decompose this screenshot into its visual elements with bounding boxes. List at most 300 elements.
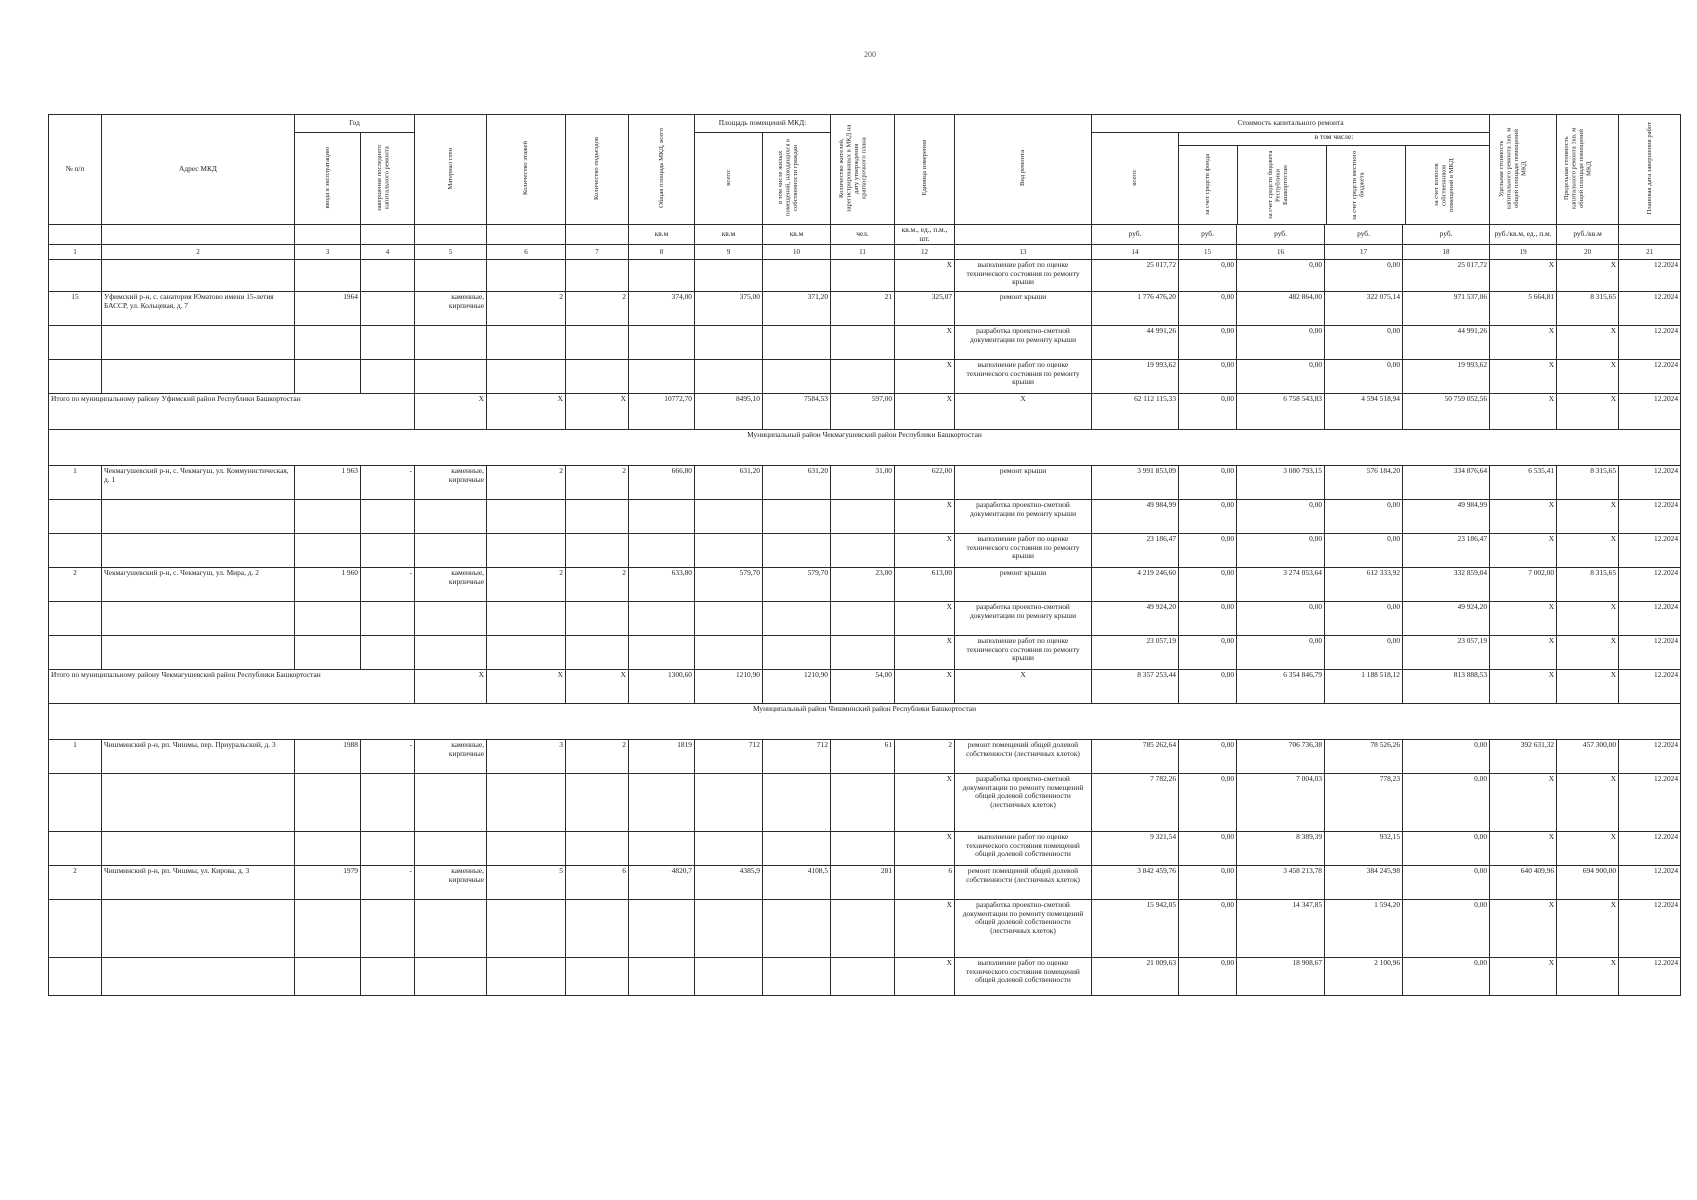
total-label: Итого по муниципальному району Чекмагушевский район Республики Башкортостан xyxy=(49,670,415,704)
cell-limit-cost: 694 900,00 xyxy=(1557,866,1619,900)
cell-empty xyxy=(415,326,487,360)
cell-repair-type: X xyxy=(955,394,1092,430)
col-fund: за счет средств фонда xyxy=(1179,146,1238,224)
cell-local: 0,00 xyxy=(1325,500,1403,534)
unit-people: чел. xyxy=(831,225,895,245)
cell-empty xyxy=(487,534,566,568)
cell-empty xyxy=(763,260,831,292)
cell-area-owned: 1210,90 xyxy=(763,670,831,704)
cell-residents: 23,00 xyxy=(831,568,895,602)
cell-repair-type: разработка проектно-сметной документации по ремонту крыши xyxy=(955,602,1092,636)
cell-owners: 0,00 xyxy=(1403,832,1490,866)
column-number: 4 xyxy=(361,245,415,260)
cell-unit: X xyxy=(895,500,955,534)
capital-repair-table xyxy=(48,114,1681,996)
cell-empty xyxy=(415,636,487,670)
cell-empty xyxy=(566,534,629,568)
building-row xyxy=(49,866,1681,900)
cell-owners: 971 537,06 xyxy=(1403,292,1490,326)
section-title: Муниципальный район Чишминский район Республики Башкортостан xyxy=(49,704,1681,740)
cell-unit: X xyxy=(895,958,955,996)
cell-empty xyxy=(487,500,566,534)
cell-repair-type: разработка проектно-сметной документации по ремонту крыши xyxy=(955,500,1092,534)
cell-cost-total: 25 017,72 xyxy=(1092,260,1179,292)
cell-local: 0,00 xyxy=(1325,534,1403,568)
cell-unit: X xyxy=(895,602,955,636)
cell-republic: 8 389,39 xyxy=(1237,832,1325,866)
cell-deadline: 12.2024 xyxy=(1619,326,1681,360)
cell-empty xyxy=(566,326,629,360)
cell-last-repair: - xyxy=(361,466,415,500)
cell-empty xyxy=(695,360,763,394)
cell-unit: X xyxy=(895,774,955,832)
cell-limit-cost: X xyxy=(1557,602,1619,636)
cell-empty xyxy=(629,958,695,996)
work-row xyxy=(49,500,1681,534)
cell-limit-cost: X xyxy=(1557,500,1619,534)
column-number: 1 xyxy=(49,245,102,260)
cell-empty xyxy=(629,534,695,568)
col-republic: за счет средств бюджета Республики Башкортостан xyxy=(1238,146,1327,224)
cell-specific-cost: X xyxy=(1490,394,1557,430)
cell-local: 0,00 xyxy=(1325,260,1403,292)
cell-specific-cost: 5 664,81 xyxy=(1490,292,1557,326)
cell-empty xyxy=(415,534,487,568)
total-label: Итого по муниципальному району Уфимский район Республики Башкортостан xyxy=(49,394,415,430)
cell-empty xyxy=(102,500,295,534)
cell-limit-cost: X xyxy=(1557,326,1619,360)
cell-limit-cost: X xyxy=(1557,534,1619,568)
cell-specific-cost: X xyxy=(1490,958,1557,996)
cell-limit-cost: 457 300,00 xyxy=(1557,740,1619,774)
work-row xyxy=(49,534,1681,568)
cell-empty xyxy=(295,774,361,832)
unit-area: кв.м xyxy=(629,225,695,245)
cell-address: Чекмагушевский р-н, с. Чекмагуш, ул. Коммунистическая, д. 1 xyxy=(102,466,295,500)
cell-limit-cost: X xyxy=(1557,900,1619,958)
cell-owners: 19 993,62 xyxy=(1403,360,1490,394)
cell-cost-total: 8 357 253,44 xyxy=(1092,670,1179,704)
col-local: за счет средств местного бюджета xyxy=(1327,146,1406,224)
cell-wall: каменные, кирпичные xyxy=(415,466,487,500)
cell-total-area: 1300,60 xyxy=(629,670,695,704)
cell-floors: X xyxy=(487,394,566,430)
cell-empty xyxy=(695,500,763,534)
cell-empty xyxy=(763,832,831,866)
cell-limit-cost: X xyxy=(1557,360,1619,394)
cell-empty xyxy=(102,774,295,832)
cell-empty xyxy=(295,534,361,568)
column-number: 12 xyxy=(895,245,955,260)
cell-empty xyxy=(102,636,295,670)
cell-deadline: 12.2024 xyxy=(1619,774,1681,832)
cell-republic: 6 354 846,79 xyxy=(1237,670,1325,704)
cell-empty xyxy=(49,958,102,996)
cell-floors: 2 xyxy=(487,466,566,500)
cell-empty xyxy=(763,958,831,996)
cell-empty xyxy=(102,260,295,292)
cell-empty xyxy=(295,500,361,534)
col-floors: Количество этажей xyxy=(487,115,566,225)
cell-empty xyxy=(831,832,895,866)
cell-republic: 7 004,03 xyxy=(1237,774,1325,832)
cell-empty xyxy=(295,260,361,292)
cell-empty xyxy=(566,636,629,670)
cell-local: 78 526,26 xyxy=(1325,740,1403,774)
column-number: 19 xyxy=(1490,245,1557,260)
cell-area-owned: 371,20 xyxy=(763,292,831,326)
cell-empty xyxy=(102,360,295,394)
cell-no: 15 xyxy=(49,292,102,326)
cell-empty xyxy=(695,774,763,832)
column-number: 6 xyxy=(487,245,566,260)
cell-owners: 813 888,53 xyxy=(1403,670,1490,704)
cell-entrances: 2 xyxy=(566,466,629,500)
section-row xyxy=(49,704,1681,740)
cell-limit-cost: X xyxy=(1557,958,1619,996)
cell-owners: 44 991,26 xyxy=(1403,326,1490,360)
cell-specific-cost: 640 409,96 xyxy=(1490,866,1557,900)
cell-empty xyxy=(831,774,895,832)
cell-empty xyxy=(695,326,763,360)
cell-empty xyxy=(487,900,566,958)
cell-repair-type: разработка проектно-сметной документации по ремонту помещений общей долевой собственности (лестничных клеток) xyxy=(955,900,1092,958)
cell-empty xyxy=(487,602,566,636)
cell-republic: 482 864,00 xyxy=(1237,292,1325,326)
column-number: 10 xyxy=(763,245,831,260)
cell-entrances: 2 xyxy=(566,740,629,774)
cell-year: 1 963 xyxy=(295,466,361,500)
cell-fund: 0,00 xyxy=(1179,900,1237,958)
cell-deadline: 12.2024 xyxy=(1619,866,1681,900)
cell-republic: 0,00 xyxy=(1237,636,1325,670)
cell-empty xyxy=(361,900,415,958)
cell-fund: 0,00 xyxy=(1179,774,1237,832)
cell-floors: X xyxy=(487,670,566,704)
cell-empty xyxy=(415,900,487,958)
unit-unit: кв.м., ед., п.м., шт. xyxy=(895,225,955,245)
cell-empty xyxy=(49,500,102,534)
total-row xyxy=(49,394,1681,430)
cell-cost-total: 62 112 115,33 xyxy=(1092,394,1179,430)
cell-specific-cost: X xyxy=(1490,602,1557,636)
cell-empty xyxy=(629,832,695,866)
cell-deadline: 12.2024 xyxy=(1619,534,1681,568)
col-year-last-repair: завершения последнего капитального ремонта xyxy=(361,133,415,225)
col-wall-material: Материал стен xyxy=(415,115,487,225)
cell-empty xyxy=(695,958,763,996)
cell-empty xyxy=(831,900,895,958)
cell-empty xyxy=(361,602,415,636)
unit-area-all: кв.м xyxy=(695,225,763,245)
col-cost-group: Стоимость капитального ремонта xyxy=(1092,115,1490,133)
cell-local: 1 188 518,12 xyxy=(1325,670,1403,704)
cell-deadline: 12.2024 xyxy=(1619,360,1681,394)
cell-repair-type: разработка проектно-сметной документации по ремонту помещений общей долевой собственности (лестничных клеток) xyxy=(955,774,1092,832)
cell-empty xyxy=(102,832,295,866)
cell-empty xyxy=(415,602,487,636)
cell-area-all: 631,20 xyxy=(695,466,763,500)
cell-owners: 0,00 xyxy=(1403,958,1490,996)
cell-specific-cost: 7 002,00 xyxy=(1490,568,1557,602)
cell-year: 1 960 xyxy=(295,568,361,602)
cell-fund: 0,00 xyxy=(1179,292,1237,326)
cell-empty xyxy=(487,260,566,292)
cell-local: 778,23 xyxy=(1325,774,1403,832)
cell-limit-cost: X xyxy=(1557,832,1619,866)
cell-empty xyxy=(49,260,102,292)
cell-empty xyxy=(566,500,629,534)
work-row xyxy=(49,774,1681,832)
unit-specific: руб./кв.м, ед., п.м. xyxy=(1490,225,1557,245)
cell-empty xyxy=(629,360,695,394)
total-row xyxy=(49,670,1681,704)
cell-empty xyxy=(695,602,763,636)
work-row xyxy=(49,958,1681,996)
cell-empty xyxy=(629,260,695,292)
cell-specific-cost: X xyxy=(1490,832,1557,866)
cell-deadline: 12.2024 xyxy=(1619,568,1681,602)
cell-local: 1 594,20 xyxy=(1325,900,1403,958)
col-unit: Единица измерения xyxy=(895,115,955,225)
cell-area-owned: 4108,5 xyxy=(763,866,831,900)
cell-local: 576 184,20 xyxy=(1325,466,1403,500)
cell-empty xyxy=(49,602,102,636)
cell-empty xyxy=(361,774,415,832)
cell-unit: 622,00 xyxy=(895,466,955,500)
cell-empty xyxy=(361,636,415,670)
cell-empty xyxy=(629,500,695,534)
cell-address: Чишминский р-н, рп. Чишмы, пер. Приуральский, д. 3 xyxy=(102,740,295,774)
col-repair-type: Вид ремонта xyxy=(955,115,1092,225)
col-limit-cost: Предельная стоимость капитального ремонта 1кв. м общей площади помещений МКД xyxy=(1557,115,1619,225)
cell-empty xyxy=(629,326,695,360)
cell-empty xyxy=(831,360,895,394)
cell-empty xyxy=(487,326,566,360)
cell-empty xyxy=(629,900,695,958)
cell-unit: X xyxy=(895,670,955,704)
cell-empty xyxy=(361,326,415,360)
cell-limit-cost: X xyxy=(1557,260,1619,292)
column-number: 2 xyxy=(102,245,295,260)
cell-fund: 0,00 xyxy=(1179,534,1237,568)
work-row xyxy=(49,636,1681,670)
cell-empty xyxy=(566,602,629,636)
col-year-commission: ввода в эксплуатацию xyxy=(295,133,361,225)
unit-rub-total: руб. xyxy=(1092,225,1179,245)
cell-specific-cost: X xyxy=(1490,260,1557,292)
cell-wall: X xyxy=(415,394,487,430)
cell-area-owned: 631,20 xyxy=(763,466,831,500)
cell-total-area: 10772,70 xyxy=(629,394,695,430)
cell-specific-cost: X xyxy=(1490,636,1557,670)
cell-local: 4 594 518,94 xyxy=(1325,394,1403,430)
cell-empty xyxy=(49,900,102,958)
cell-owners: 23 057,19 xyxy=(1403,636,1490,670)
cell-entrances: X xyxy=(566,394,629,430)
cell-wall: X xyxy=(415,670,487,704)
cell-empty xyxy=(566,774,629,832)
cell-entrances: 2 xyxy=(566,568,629,602)
cell-unit: X xyxy=(895,900,955,958)
cell-deadline: 12.2024 xyxy=(1619,394,1681,430)
column-number: 15 xyxy=(1179,245,1237,260)
column-number: 14 xyxy=(1092,245,1179,260)
cell-empty xyxy=(487,774,566,832)
cell-empty xyxy=(763,900,831,958)
table-header xyxy=(49,115,1681,260)
cell-specific-cost: X xyxy=(1490,500,1557,534)
cell-fund: 0,00 xyxy=(1179,602,1237,636)
cell-area-owned: 7584,53 xyxy=(763,394,831,430)
cell-fund: 0,00 xyxy=(1179,958,1237,996)
cell-empty xyxy=(49,534,102,568)
cell-cost-total: 49 924,20 xyxy=(1092,602,1179,636)
cell-deadline: 12.2024 xyxy=(1619,602,1681,636)
cell-cost-total: 23 057,19 xyxy=(1092,636,1179,670)
col-area-owned: в том числе жилых помещений, находящихся в собственности граждан xyxy=(763,133,831,225)
unit-rub-local: руб. xyxy=(1325,225,1403,245)
cell-republic: 0,00 xyxy=(1237,326,1325,360)
cell-cost-total: 15 942,05 xyxy=(1092,900,1179,958)
cell-empty xyxy=(295,326,361,360)
cell-residents: 21 xyxy=(831,292,895,326)
unit-limit: руб./кв.м xyxy=(1557,225,1619,245)
cell-empty xyxy=(487,958,566,996)
cell-unit: X xyxy=(895,326,955,360)
cell-cost-total: 9 321,54 xyxy=(1092,832,1179,866)
cell-local: 2 100,96 xyxy=(1325,958,1403,996)
cell-owners: 0,00 xyxy=(1403,740,1490,774)
column-number: 5 xyxy=(415,245,487,260)
col-entrances: Количество подъездов xyxy=(566,115,629,225)
col-deadline: Плановая дата завершения работ xyxy=(1619,115,1681,225)
building-row xyxy=(49,568,1681,602)
cell-fund: 0,00 xyxy=(1179,568,1237,602)
cell-fund: 0,00 xyxy=(1179,670,1237,704)
cell-local: 932,15 xyxy=(1325,832,1403,866)
col-specific-cost: Удельная стоимость капитального ремонта 1кв. м общей площади помещений МКД xyxy=(1490,115,1557,225)
page-number: 200 xyxy=(864,50,876,59)
cell-specific-cost: X xyxy=(1490,534,1557,568)
cell-empty xyxy=(629,774,695,832)
col-total-area: Общая площадь МКД, всего xyxy=(629,115,695,225)
cell-repair-type: выполнение работ по оценке технического состояния по ремонту крыши xyxy=(955,260,1092,292)
cell-republic: 0,00 xyxy=(1237,360,1325,394)
cell-total-area: 1819 xyxy=(629,740,695,774)
cell-wall: каменные, кирпичные xyxy=(415,568,487,602)
cell-repair-type: ремонт крыши xyxy=(955,466,1092,500)
cell-owners: 0,00 xyxy=(1403,774,1490,832)
cell-empty xyxy=(295,360,361,394)
col-address: Адрес МКД xyxy=(102,115,295,225)
cell-repair-type: выполнение работ по оценке технического состояния по ремонту крыши xyxy=(955,360,1092,394)
cell-residents: 61 xyxy=(831,740,895,774)
cell-empty xyxy=(361,260,415,292)
cell-last-repair xyxy=(361,292,415,326)
cell-deadline: 12.2024 xyxy=(1619,670,1681,704)
column-number: 18 xyxy=(1403,245,1490,260)
cell-residents: 597,00 xyxy=(831,394,895,430)
cell-deadline: 12.2024 xyxy=(1619,740,1681,774)
column-number: 7 xyxy=(566,245,629,260)
cell-area-all: 8495,10 xyxy=(695,394,763,430)
cell-fund: 0,00 xyxy=(1179,394,1237,430)
cell-republic: 3 274 053,64 xyxy=(1237,568,1325,602)
cell-empty xyxy=(295,958,361,996)
cell-repair-type: выполнение работ по оценке технического состояния помещений общей долевой собственности xyxy=(955,958,1092,996)
cell-republic: 0,00 xyxy=(1237,534,1325,568)
cell-deadline: 12.2024 xyxy=(1619,958,1681,996)
cell-repair-type: разработка проектно-сметной документации по ремонту крыши xyxy=(955,326,1092,360)
col-no: № п/п xyxy=(49,115,102,225)
cell-unit: 2 xyxy=(895,740,955,774)
cell-limit-cost: 8 315,65 xyxy=(1557,292,1619,326)
cell-empty xyxy=(415,958,487,996)
unit-rub-fund: руб. xyxy=(1179,225,1237,245)
cell-owners: 25 017,72 xyxy=(1403,260,1490,292)
cell-empty xyxy=(102,534,295,568)
cell-no: 2 xyxy=(49,568,102,602)
cell-local: 322 075,14 xyxy=(1325,292,1403,326)
cell-last-repair: - xyxy=(361,568,415,602)
column-number-row xyxy=(49,245,1681,260)
cell-empty xyxy=(415,360,487,394)
cell-empty xyxy=(102,900,295,958)
column-number: 17 xyxy=(1325,245,1403,260)
cell-area-all: 4385,9 xyxy=(695,866,763,900)
cell-limit-cost: X xyxy=(1557,670,1619,704)
cell-residents: 54,00 xyxy=(831,670,895,704)
cell-cost-total: 23 186,47 xyxy=(1092,534,1179,568)
cell-local: 0,00 xyxy=(1325,360,1403,394)
cell-empty xyxy=(629,636,695,670)
cell-repair-type: X xyxy=(955,670,1092,704)
cell-empty xyxy=(295,900,361,958)
cell-area-all: 712 xyxy=(695,740,763,774)
building-row xyxy=(49,292,1681,326)
cell-empty xyxy=(763,500,831,534)
cell-empty xyxy=(763,636,831,670)
cell-cost-total: 7 782,26 xyxy=(1092,774,1179,832)
cell-unit: 6 xyxy=(895,866,955,900)
column-number: 9 xyxy=(695,245,763,260)
cell-empty xyxy=(361,500,415,534)
cell-unit: X xyxy=(895,636,955,670)
cell-cost-total: 19 993,62 xyxy=(1092,360,1179,394)
cell-unit: X xyxy=(895,534,955,568)
work-row xyxy=(49,832,1681,866)
cell-empty xyxy=(763,534,831,568)
cell-empty xyxy=(361,534,415,568)
cell-area-all: 1210,90 xyxy=(695,670,763,704)
cell-repair-type: ремонт помещений общей долевой собственности (лестничных клеток) xyxy=(955,740,1092,774)
cell-entrances: X xyxy=(566,670,629,704)
cell-empty xyxy=(102,326,295,360)
cell-year: 1964 xyxy=(295,292,361,326)
col-owners: за счет взносов собственников помещений в МКД xyxy=(1432,158,1455,212)
cell-local: 0,00 xyxy=(1325,326,1403,360)
cell-empty xyxy=(415,832,487,866)
cell-empty xyxy=(831,534,895,568)
cell-empty xyxy=(831,958,895,996)
building-row xyxy=(49,740,1681,774)
cell-floors: 5 xyxy=(487,866,566,900)
work-row xyxy=(49,326,1681,360)
cell-empty xyxy=(49,832,102,866)
cell-fund: 0,00 xyxy=(1179,866,1237,900)
cell-empty xyxy=(487,832,566,866)
